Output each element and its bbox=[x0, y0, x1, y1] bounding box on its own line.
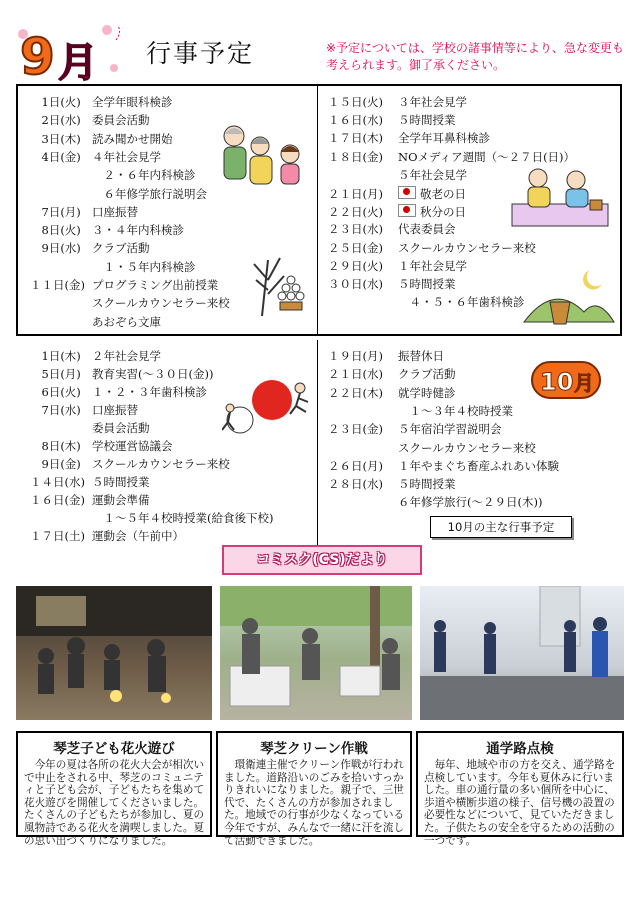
schedule-row bbox=[30, 511, 273, 526]
schedule-date: ２２日(木) bbox=[328, 385, 383, 400]
schedule-row bbox=[30, 315, 161, 330]
column-divider bbox=[317, 86, 318, 334]
schedule-row bbox=[328, 168, 467, 183]
picnic-illustration bbox=[510, 160, 610, 230]
schedule-event: ６年修学旅行(～２９日(木)) bbox=[398, 495, 543, 510]
schedule-event: ３年社会見学 bbox=[398, 95, 467, 109]
grandparents-illustration bbox=[216, 120, 308, 192]
schedule-event: 口座振替 bbox=[92, 403, 138, 417]
schedule-row bbox=[328, 422, 502, 437]
schedule-row bbox=[30, 205, 138, 220]
schedule-date: 6日(火) bbox=[30, 385, 81, 399]
schedule-date: １４日(水) bbox=[30, 475, 85, 489]
schedule-date: 8日(木) bbox=[30, 439, 81, 453]
month-badge-october bbox=[530, 360, 602, 400]
schedule-event: ２年社会見学 bbox=[92, 349, 161, 363]
schedule-event: ５時間授業 bbox=[398, 477, 456, 492]
schedule-row bbox=[30, 150, 161, 165]
schedule-date: 8日(火) bbox=[30, 223, 81, 238]
schedule-date: ２２日(火) bbox=[328, 205, 383, 220]
schedule-date: 4日(金) bbox=[30, 149, 81, 164]
article-card-clean-up bbox=[216, 731, 412, 847]
schedule-event: 運動会準備 bbox=[92, 493, 150, 507]
article-card-route-inspection bbox=[416, 731, 624, 847]
schedule-date: １６日(金) bbox=[30, 493, 85, 507]
schedule-date: １９日(月) bbox=[328, 349, 383, 363]
schedule-event: ３・４年内科検診 bbox=[92, 223, 184, 238]
schedule-event: １年やまぐち畜産ふれあい体験 bbox=[398, 458, 559, 473]
schedule-date: 9日(金) bbox=[30, 457, 81, 471]
schedule-event: １年社会見学 bbox=[398, 258, 467, 273]
schedule-row bbox=[30, 349, 161, 364]
schedule-event: 運動会（午前中） bbox=[92, 529, 184, 543]
article-title: 琴芝子ども花火遊び bbox=[53, 741, 175, 757]
schedule-row bbox=[30, 223, 184, 238]
schedule-date: ２５日(金) bbox=[328, 240, 383, 255]
schedule-date: １１日(金) bbox=[30, 278, 85, 292]
schedule-row bbox=[328, 131, 490, 146]
schedule-row bbox=[30, 475, 150, 490]
schedule-event: プログラミング出前授業 bbox=[92, 278, 219, 292]
schedule-row bbox=[30, 385, 207, 400]
schedule-date: １７日(土) bbox=[30, 529, 85, 543]
schedule-event: 口座振替 bbox=[92, 204, 138, 219]
schedule-event: ５時間授業 bbox=[398, 277, 456, 291]
schedule-row bbox=[30, 367, 213, 382]
schedule-row bbox=[328, 204, 466, 220]
schedule-event: クラブ活動 bbox=[398, 367, 456, 382]
schedule-row bbox=[328, 113, 456, 128]
schedule-row bbox=[30, 457, 230, 472]
schedule-date: 5日(月) bbox=[30, 367, 81, 381]
moon-viewing-illustration bbox=[250, 250, 308, 320]
schedule-event: 委員会活動 bbox=[92, 421, 150, 435]
schedule-notice: ※予定については、学校の諸事情等により、急な変更も考えられます。御了承ください。 bbox=[326, 41, 624, 72]
schedule-row bbox=[328, 259, 467, 274]
schedule-row bbox=[30, 132, 173, 147]
column-divider bbox=[317, 340, 318, 548]
schedule-row bbox=[328, 459, 559, 474]
schedule-row bbox=[30, 278, 218, 293]
schedule-event: ２・６年内科検診 bbox=[92, 168, 196, 183]
schedule-date: １６日(水) bbox=[328, 113, 383, 128]
fireworks-photo bbox=[16, 586, 212, 720]
schedule-event: あおぞら文庫 bbox=[92, 314, 161, 329]
svg-text:9: 9 bbox=[20, 28, 55, 82]
schedule-date: 1日(木) bbox=[30, 349, 81, 363]
schedule-row bbox=[30, 296, 230, 311]
schedule-row bbox=[328, 404, 513, 419]
schedule-row bbox=[30, 241, 150, 256]
schedule-event: ６年修学旅行説明会 bbox=[92, 186, 207, 201]
schedule-event: １～５年４校時授業(給食後下校) bbox=[92, 511, 274, 525]
svg-text:月: 月 bbox=[574, 371, 594, 395]
schedule-row bbox=[328, 186, 466, 202]
schedule-row bbox=[30, 113, 150, 128]
schedule-date: ２９日(火) bbox=[328, 258, 383, 273]
schedule-date: ２６日(月) bbox=[328, 458, 383, 473]
article-body: 環衛連主催でクリーン作戦が行われました。道路沿いのごみを拾いすっかりきれいになりました。親子で、三世代で、たくさんの方が参加されました。地域での行事が少なくなっている今年ですが、みんなで一緒に汗を流して活動できました。 bbox=[224, 759, 405, 847]
japan-flag-icon bbox=[398, 204, 416, 217]
schedule-row bbox=[328, 441, 536, 456]
schedule-row bbox=[328, 367, 456, 382]
schedule-row bbox=[30, 168, 196, 183]
schedule-event: 教育実習(～３０日(金)) bbox=[92, 367, 214, 381]
schedule-event: １～３年４校時授業 bbox=[398, 403, 513, 418]
schedule-date: ２８日(水) bbox=[328, 477, 383, 492]
schedule-event: １・２・３年歯科検診 bbox=[92, 385, 207, 399]
article-body: 今年の夏は各所の花火大会が相次いで中止をされる中、琴芝のコミュニティと子ども会が、子どもたちを集めて花火遊びを開催してくださいました。たくさんの子どもたちが参加し、夏の風物詩である花火を満喫しました。夏の思い出づくりになりました。 bbox=[24, 759, 205, 847]
schedule-row bbox=[30, 95, 173, 110]
article-card-fireworks bbox=[16, 731, 212, 847]
schedule-event: ５時間授業 bbox=[92, 475, 150, 489]
schedule-event: クラブ活動 bbox=[92, 241, 150, 256]
article-body: 毎年、地域や市の方を交え、通学路を点検しています。今年も夏休みに行いました。車の通行量の多い個所を中心に、歩道や横断歩道の様子、信号機の設置の必要性などについて、見ていただきました。子供たちの安全を守るための活動の一つです。 bbox=[424, 759, 616, 847]
schedule-date: 2日(水) bbox=[30, 113, 81, 128]
schedule-event: １・５年内科検診 bbox=[92, 259, 196, 274]
schedule-date: ２３日(金) bbox=[328, 422, 383, 437]
schedule-row bbox=[328, 222, 456, 237]
schedule-date: ３０日(水) bbox=[328, 277, 383, 291]
autumn-night-illustration bbox=[520, 262, 616, 330]
svg-text:月: 月 bbox=[58, 40, 98, 82]
page-title: 行事予定 bbox=[146, 39, 255, 68]
schedule-date: 3日(木) bbox=[30, 131, 81, 146]
schedule-event: スクールカウンセラー来校 bbox=[92, 457, 230, 471]
schedule-row bbox=[30, 187, 207, 202]
schedule-event: 読み聞かせ開始 bbox=[92, 131, 173, 146]
schedule-event: 秋分の日 bbox=[420, 205, 466, 220]
schedule-event: ５年社会見学 bbox=[398, 167, 467, 182]
schedule-row bbox=[328, 95, 467, 110]
svg-text:10: 10 bbox=[540, 368, 574, 396]
japan-flag-icon bbox=[398, 186, 416, 199]
schedule-event: 全学年眼科検診 bbox=[92, 95, 173, 109]
schedule-date: １５日(火) bbox=[328, 95, 383, 109]
schedule-date: 7日(水) bbox=[30, 403, 81, 417]
sports-day-illustration bbox=[222, 378, 316, 434]
route-inspection-photo bbox=[420, 586, 624, 720]
october-note-label: 10月の主な行事予定 bbox=[430, 516, 572, 538]
schedule-event: 学校運営協議会 bbox=[92, 439, 173, 453]
schedule-date: 7日(月) bbox=[30, 204, 81, 219]
schedule-date: １８日(金) bbox=[328, 149, 383, 164]
schedule-event: 委員会活動 bbox=[92, 113, 150, 128]
month-badge-september bbox=[14, 22, 124, 82]
schedule-date: 1日(火) bbox=[30, 95, 81, 109]
schedule-event: ４年社会見学 bbox=[92, 149, 161, 164]
schedule-event: ５年宿泊学習説明会 bbox=[398, 422, 502, 437]
schedule-event: 振替休日 bbox=[398, 349, 444, 363]
article-title: 琴芝クリーン作戦 bbox=[260, 741, 368, 757]
schedule-event: ４・５・６年歯科検診 bbox=[398, 295, 525, 310]
schedule-row bbox=[30, 421, 150, 436]
schedule-event: 就学時健診 bbox=[398, 385, 456, 400]
schedule-event: 代表委員会 bbox=[398, 222, 456, 237]
schedule-date: ２１日(月) bbox=[328, 187, 383, 201]
article-title: 通学路点検 bbox=[486, 741, 554, 757]
schedule-row bbox=[328, 495, 542, 510]
schedule-row bbox=[328, 349, 444, 364]
schedule-row bbox=[328, 277, 456, 292]
schedule-date: ２３日(水) bbox=[328, 222, 383, 237]
schedule-row bbox=[328, 295, 525, 310]
schedule-row bbox=[30, 529, 184, 544]
schedule-row bbox=[30, 493, 150, 508]
schedule-row bbox=[30, 403, 138, 418]
clean-up-photo bbox=[220, 586, 412, 720]
schedule-row bbox=[328, 477, 456, 492]
schedule-event: NOメディア週間（～２７日(日)） bbox=[398, 149, 576, 164]
schedule-row bbox=[30, 439, 173, 454]
schedule-event: ５時間授業 bbox=[398, 113, 456, 128]
schedule-event: スクールカウンセラー来校 bbox=[92, 296, 230, 311]
schedule-event: 全学年耳鼻科検診 bbox=[398, 131, 490, 146]
schedule-event: スクールカウンセラー来校 bbox=[398, 440, 536, 455]
schedule-row bbox=[328, 241, 536, 256]
schedule-event: 敬老の日 bbox=[420, 187, 466, 201]
cs-newsletter-banner: コミスク(CS)だより bbox=[222, 545, 422, 575]
schedule-row bbox=[30, 260, 196, 275]
schedule-event: スクールカウンセラー来校 bbox=[398, 240, 536, 255]
schedule-date: ２１日(水) bbox=[328, 367, 383, 382]
schedule-row bbox=[328, 386, 456, 401]
schedule-date: 9日(水) bbox=[30, 241, 81, 256]
schedule-date: １７日(木) bbox=[328, 131, 383, 146]
